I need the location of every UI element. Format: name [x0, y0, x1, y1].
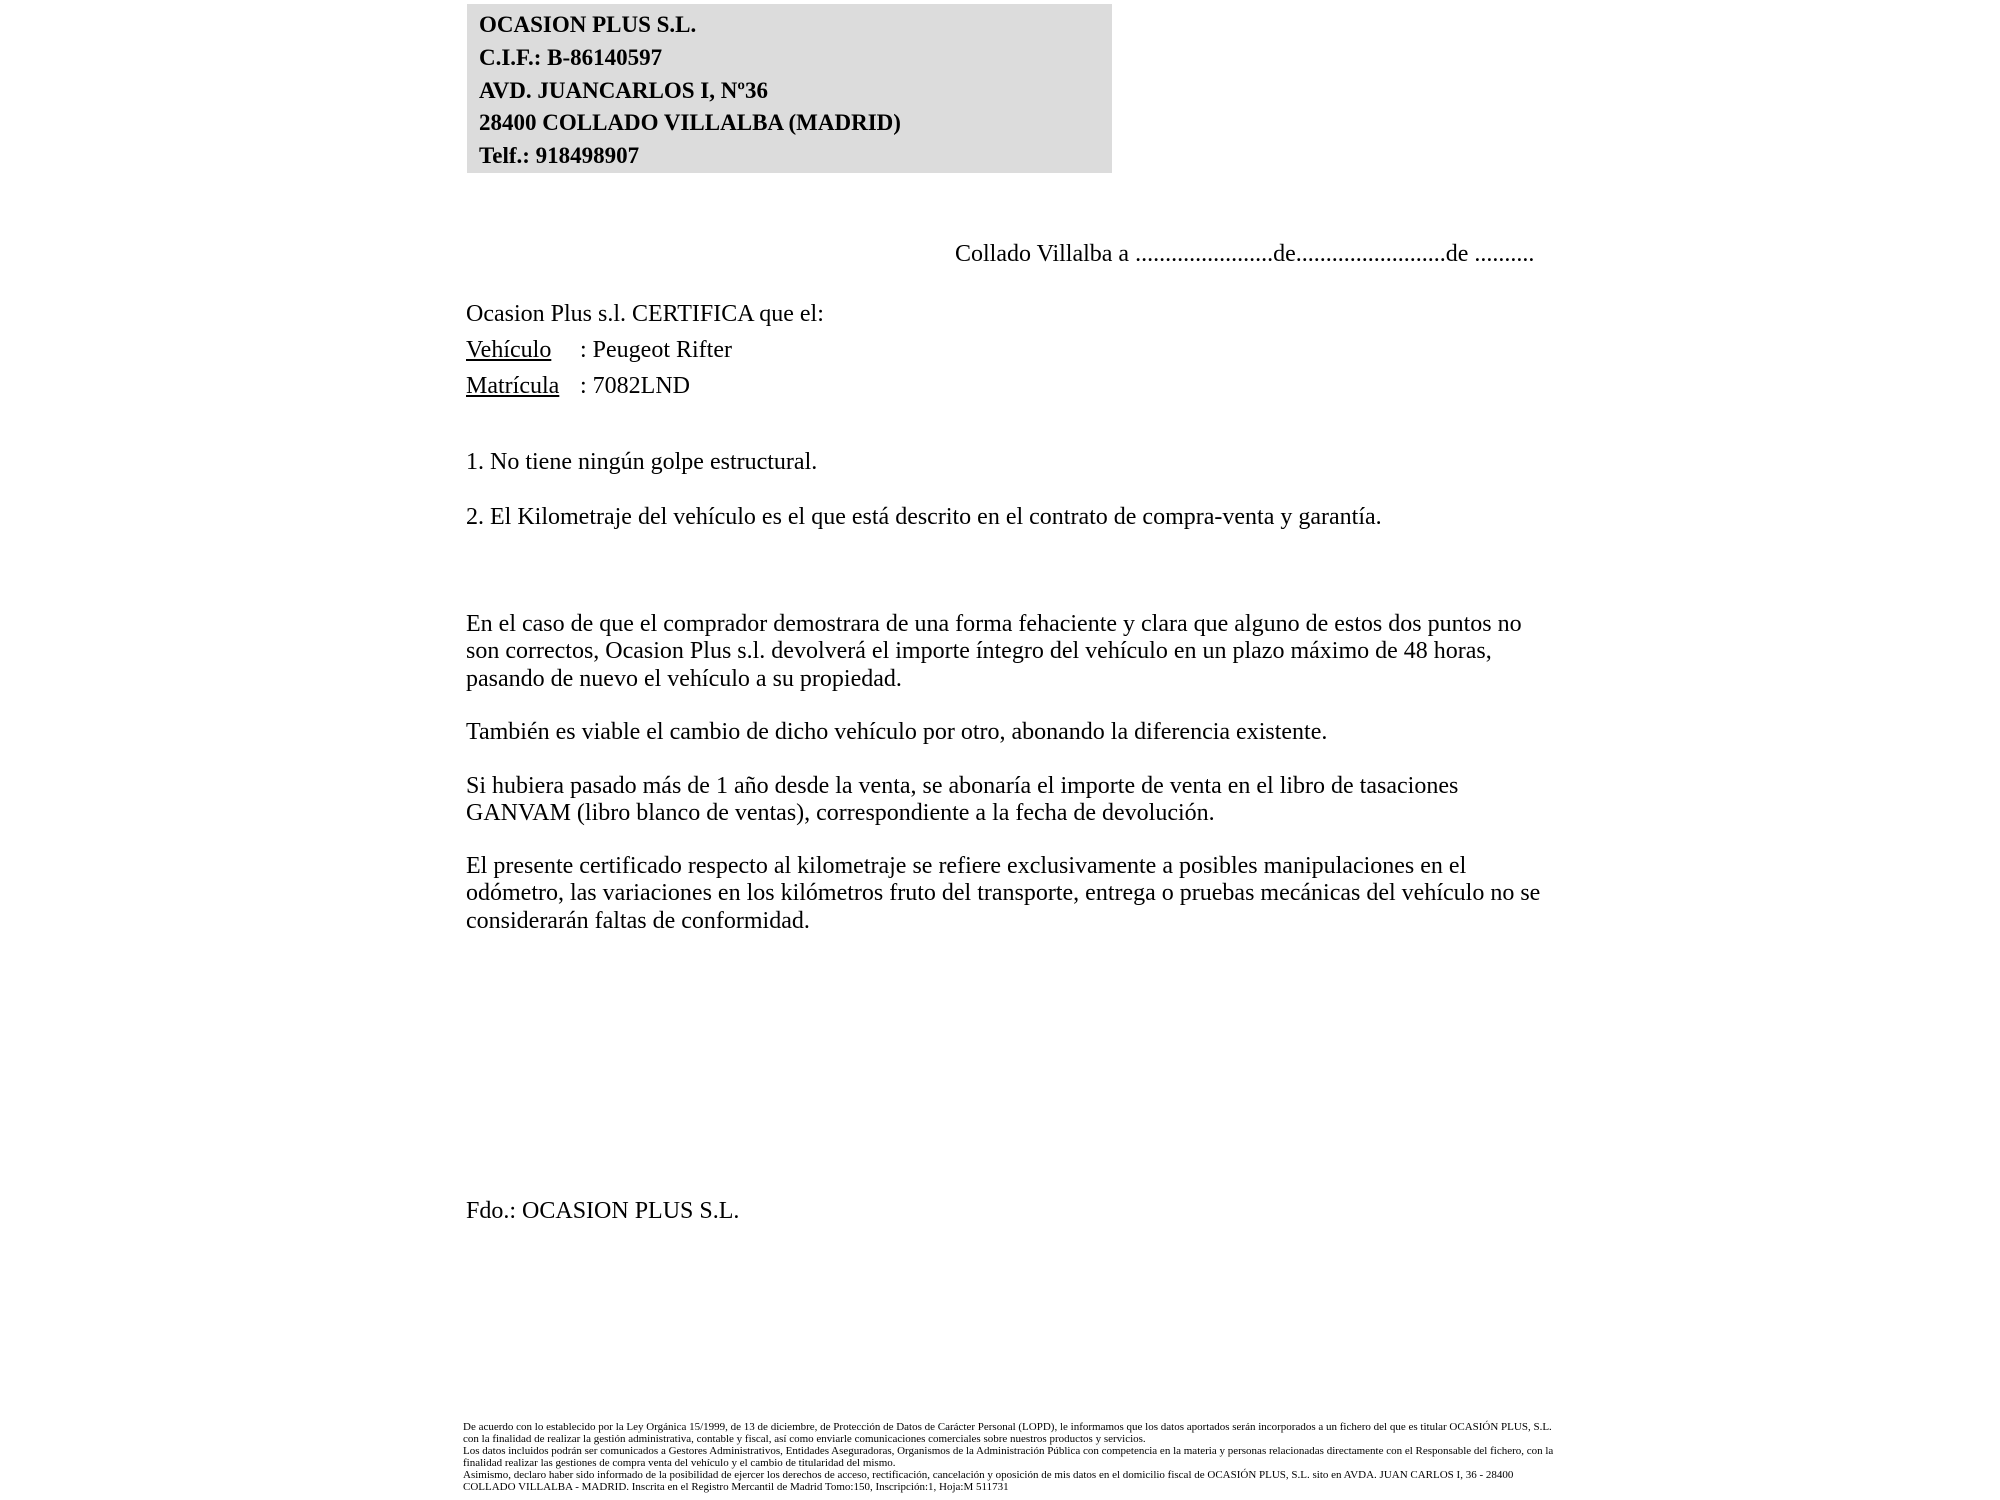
paragraph-odometer: El presente certificado respecto al kilometraje se refiere exclusivamente a posibles manipulaciones en el odómetro, las variaciones en los kilómetros fruto del transporte, entrega o pruebas mecánicas del vehículo no se considerarán faltas de conformidad.: [466, 853, 1541, 934]
company-header-box: [467, 4, 1112, 173]
signature-line: Fdo.: OCASION PLUS S.L.: [466, 1198, 740, 1224]
legal-footer: [463, 1421, 1558, 1493]
company-name: OCASION PLUS S.L.: [479, 12, 697, 37]
condition-1: 1. No tiene ningún golpe estructural.: [466, 449, 818, 475]
plate-value: : 7082LND: [580, 373, 690, 399]
company-phone: Telf.: 918498907: [479, 143, 640, 169]
vehicle-label: Vehículo: [466, 337, 552, 363]
vehicle-field: [466, 332, 824, 368]
legal-paragraph-data-sharing: Los datos incluidos podrán ser comunicados a Gestores Administrativos, Entidades Aseguradoras, Organismos de la Administración Pública con competencia en la materia y personas relacionadas directamente con el Responsable del fichero, con la finalidad realizar las gestiones de compra venta del vehículo y el cambio de titularidad del mismo.: [463, 1445, 1554, 1469]
legal-paragraph-lopd: De acuerdo con lo establecido por la Ley Orgánica 15/1999, de 13 de diciembre, de Protección de Datos de Carácter Personal (LOPD), le informamos que los datos aportados serán incorporados a un fichero del que es titular OCASIÓN PLUS, S.L. con la finalidad de realizar la gestión administrativa, contable y fiscal, así como enviarle comunicaciones comerciales sobre nuestros productos y servicios.: [463, 1421, 1552, 1445]
plate-field: [466, 368, 824, 404]
paragraph-ganvam: Si hubiera pasado más de 1 año desde la venta, se abonaría el importe de venta en el libro de tasaciones GANVAM (libro blanco de ventas), correspondiente a la fecha de devolución.: [466, 773, 1459, 827]
plate-label: Matrícula: [466, 373, 560, 399]
certification-intro: Ocasion Plus s.l. CERTIFICA que el:: [466, 301, 824, 327]
paragraph-exchange: También es viable el cambio de dicho vehículo por otro, abonando la diferencia existente.: [466, 719, 1328, 745]
company-address: AVD. JUANCARLOS I, Nº36: [479, 77, 768, 103]
date-line: Collado Villalba a .......................de.........................de ..........: [955, 241, 1535, 267]
paragraph-refund: En el caso de que el comprador demostrara de una forma fehaciente y clara que alguno de estos dos puntos no son correctos, Ocasion Plus s.l. devolverá el importe íntegro del vehículo en un plazo máximo de 48 horas, pasando de nuevo el vehículo a su propiedad.: [466, 611, 1522, 692]
company-cif: C.I.F.: B-86140597: [479, 44, 663, 70]
condition-2: 2. El Kilometraje del vehículo es el que está descrito en el contrato de compra-venta y garantía.: [466, 504, 1382, 530]
legal-paragraph-rights: Asimismo, declaro haber sido informado de la posibilidad de ejercer los derechos de acceso, rectificación, cancelación y oposición de mis datos en el domicilio fiscal de OCASIÓN PLUS, S.L. sito en AVDA. JUAN CARLOS I, 36 - 28400 COLLADO VILLALBA - MADRID. Inscrita en el Registro Mercantil de Madrid Tomo:150, Inscripción:1, Hoja:M 511731: [463, 1469, 1514, 1493]
certification-block: [466, 296, 824, 404]
vehicle-value: : Peugeot Rifter: [580, 337, 732, 363]
company-city: 28400 COLLADO VILLALBA (MADRID): [479, 110, 901, 136]
